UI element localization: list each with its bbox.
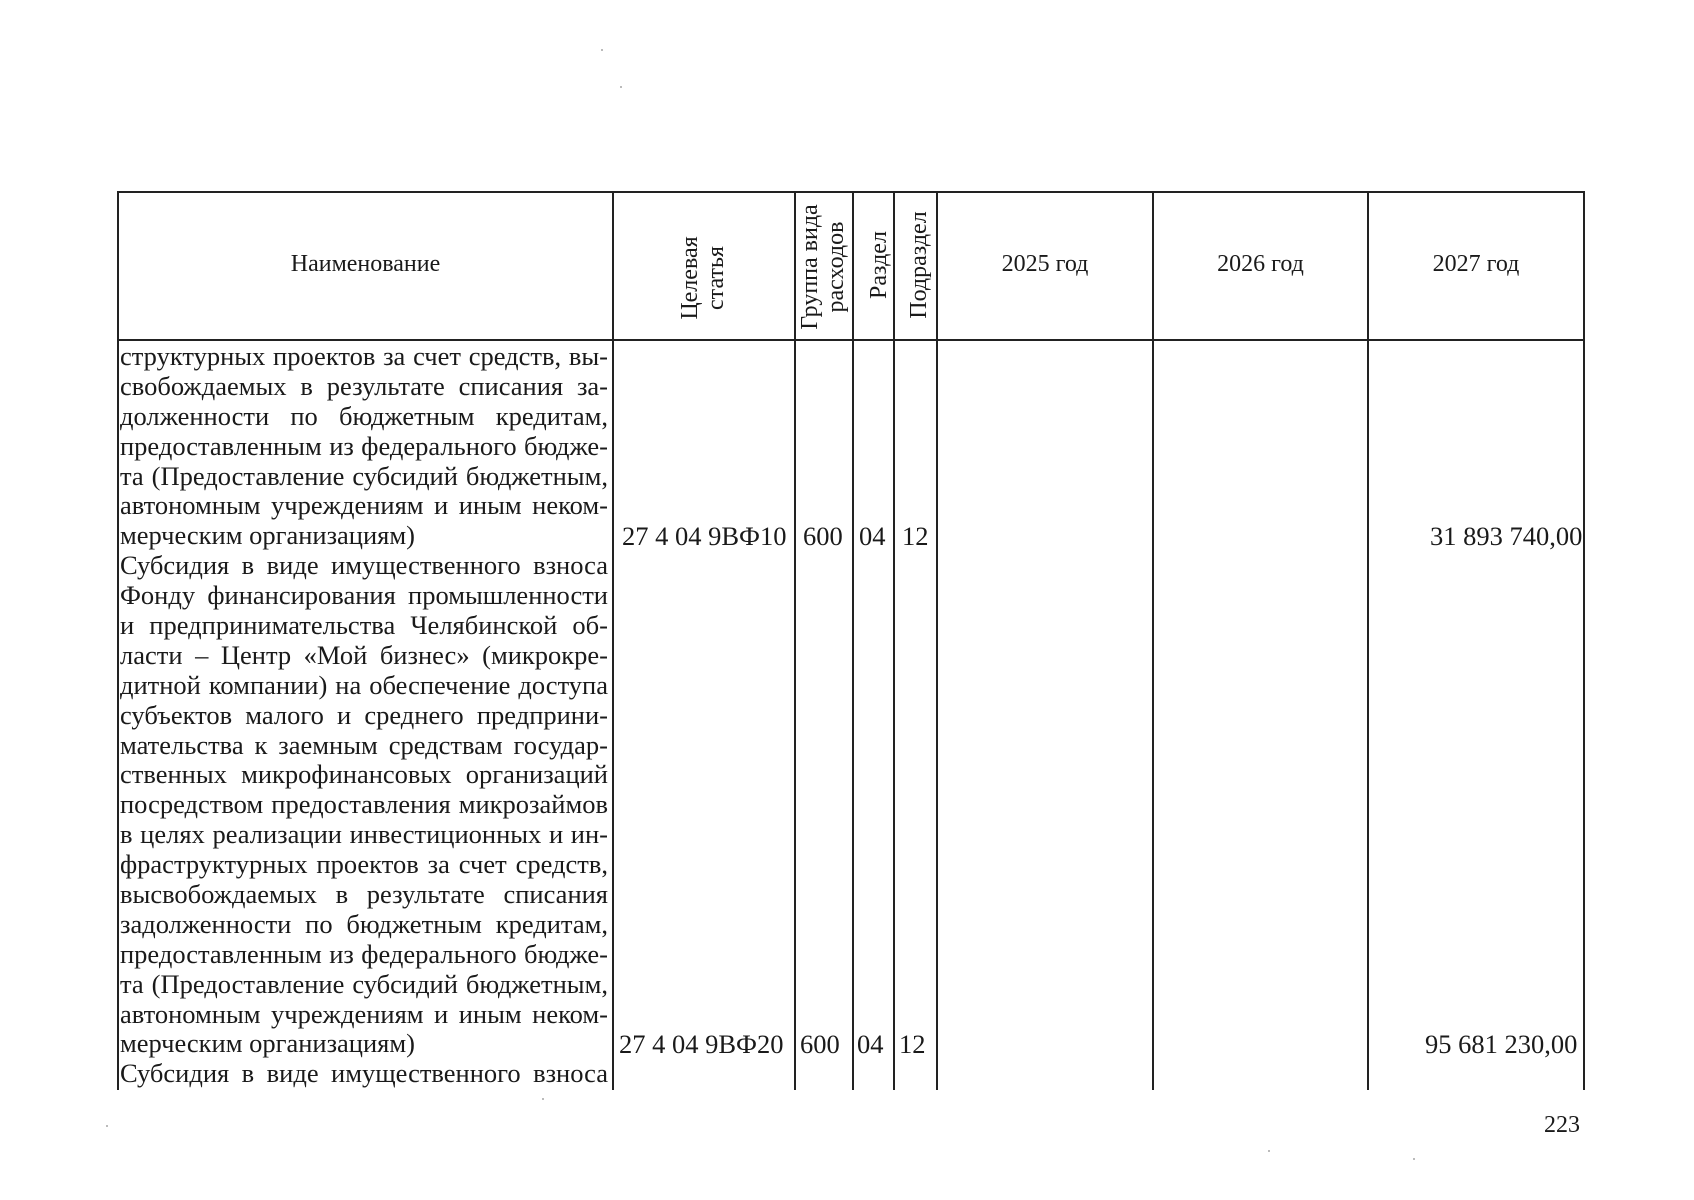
row1-section: 04	[859, 521, 886, 551]
row2-section: 04	[857, 1029, 884, 1059]
row3-name-line: Субсидия в виде имущественного взноса	[120, 1058, 608, 1089]
col-divider-group	[852, 191, 854, 1090]
header-name: Наименование	[290, 251, 441, 277]
row2-name-line: предоставленным из федерального бюдже-	[120, 938, 608, 969]
scan-speck	[1413, 1158, 1415, 1160]
header-expense-group-line1: Группа вида	[797, 204, 823, 330]
col-divider-2025	[1152, 191, 1154, 1090]
row2-name-line: Субсидия в виде имущественного взноса	[120, 550, 608, 581]
header-year-2027: 2027 год	[1432, 251, 1520, 277]
row1-name-line: структурных проектов за счет средств, вы-	[120, 341, 608, 371]
row2-name-line: субъектов малого и среднего предприни-	[120, 699, 608, 730]
table-left-border-body	[117, 340, 119, 1090]
name-column-text	[120, 342, 608, 1089]
row2-expense-group: 600	[800, 1029, 840, 1059]
row2-name-line: та (Предоставление субсидий бюджетным,	[120, 968, 608, 999]
row2-name-line: и предпринимательства Челябинской об-	[120, 610, 608, 641]
row2-name-line: автономным учреждениям и иным неком-	[120, 998, 608, 1029]
col-divider-subsection	[936, 191, 938, 1090]
row2-name-line: высвобождаемых в результате списания	[120, 879, 608, 910]
row2-name-line: Фонду финансирования промышленности	[120, 580, 608, 611]
header-subsection: Подраздел	[906, 211, 932, 319]
header-target-article	[677, 208, 729, 348]
row2-name-line: посредством предоставления микрозаймов	[120, 789, 608, 820]
header-target-article-line2: статья	[703, 246, 729, 310]
scan-speck	[1268, 1150, 1270, 1152]
row2-name-line: задолженности по бюджетным кредитам,	[120, 908, 608, 939]
col-divider-2026	[1367, 191, 1369, 1090]
row2-name-line: дитной компании) на обеспечение доступа	[120, 669, 608, 700]
row1-target-article: 27 4 04 9ВФ10	[622, 521, 787, 551]
row1-name-line: мерческим организациям)	[120, 520, 415, 551]
row2-year-2027: 95 681 230,00	[1425, 1029, 1578, 1059]
col-divider-name	[612, 191, 614, 1090]
row2-name-line: мерческим организациям)	[120, 1028, 415, 1059]
row2-name-line: фраструктурных проектов за счет средств,	[120, 849, 608, 880]
row2-name-line: ственных микрофинансовых организаций	[120, 759, 608, 790]
scan-speck	[620, 86, 622, 88]
col-divider-target	[794, 191, 796, 1090]
header-expense-group-line2: расходов	[823, 221, 849, 313]
row1-name-line: долженности по бюджетным кредитам,	[120, 400, 608, 431]
row1-name-line: свобождаемых в результате списания за-	[120, 370, 608, 401]
header-year-2025: 2025 год	[1001, 251, 1089, 277]
page-number: 223	[1544, 1112, 1580, 1138]
scan-speck	[601, 49, 603, 51]
table-top-border	[117, 191, 1585, 193]
col-divider-section	[893, 191, 895, 1090]
table-right-border	[1583, 191, 1585, 1090]
row2-target-article: 27 4 04 9ВФ20	[619, 1029, 784, 1059]
row1-name-line: та (Предоставление субсидий бюджетным,	[120, 460, 608, 491]
row1-name-line: автономным учреждениям и иным неком-	[120, 490, 608, 521]
header-year-2026: 2026 год	[1217, 251, 1304, 277]
row2-name-line: в целях реализации инвестиционных и ин-	[120, 819, 608, 850]
header-target-article-line1: Целевая	[677, 236, 703, 320]
row2-name-line: ласти – Центр «Мой бизнес» (микрокре-	[120, 639, 608, 670]
row1-expense-group: 600	[803, 521, 843, 551]
scan-speck	[106, 1125, 108, 1127]
header-section: Раздел	[866, 231, 892, 299]
row1-name-line: предоставленным из федерального бюдже-	[120, 430, 608, 461]
row1-subsection: 12	[902, 521, 929, 551]
row2-name-line: мательства к заемным средствам государ-	[120, 729, 608, 760]
scan-speck	[542, 1098, 544, 1100]
header-expense-group	[797, 197, 849, 337]
row1-year-2027: 31 893 740,00	[1430, 521, 1583, 551]
row2-subsection: 12	[899, 1029, 926, 1059]
